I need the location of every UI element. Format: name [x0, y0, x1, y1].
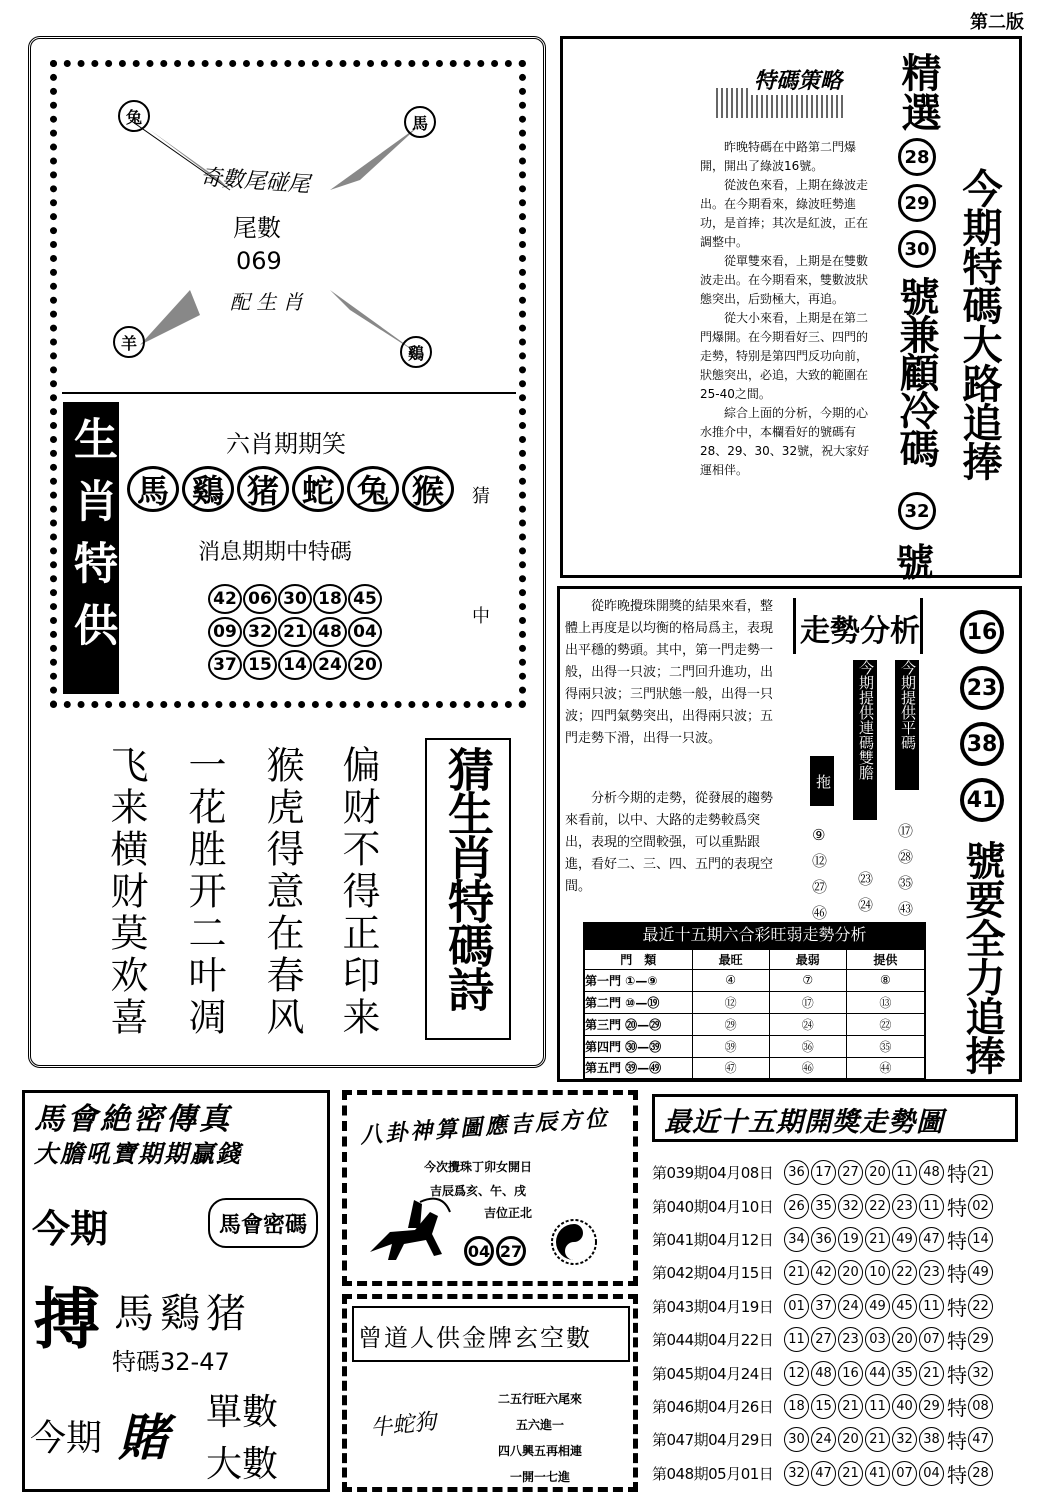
- fax-today: 今期: [32, 1207, 109, 1251]
- golden-line: 二五行旺六尾來: [497, 1392, 582, 1406]
- draw-number-ball: 35: [892, 1361, 917, 1386]
- zodiac-horse: 馬: [127, 466, 179, 512]
- draw-number-ball: 16: [838, 1361, 863, 1386]
- draw-special-ball: 29: [968, 1327, 993, 1352]
- zodiac-corner-rabbit: 兔: [118, 100, 150, 132]
- draw-number-ball: 01: [784, 1294, 809, 1319]
- draw-special-ball: 49: [968, 1260, 993, 1285]
- draw-number-ball: 23: [838, 1327, 863, 1352]
- fax-gamble-2: 大數: [206, 1444, 279, 1485]
- table-cell: 第三門 ⑳—㉙: [584, 1013, 692, 1035]
- six-zodiac-note-1: 猜: [472, 486, 490, 507]
- draw-special-label: 特: [947, 1362, 967, 1387]
- strategy-paragraph: 昨晚特碼在中路第二門爆開，開出了綠波16號。: [700, 140, 857, 173]
- draw-number-ball: 48: [811, 1361, 836, 1386]
- trend-col-lian-header: 今期提供連碼雙膽: [853, 660, 877, 820]
- draw-number-ball: 35: [811, 1194, 836, 1219]
- trend-num: ㉓: [858, 870, 874, 888]
- golden-line: 四八興五再相連: [497, 1444, 582, 1458]
- six-zodiac-title: 六肖期期笑: [226, 430, 346, 458]
- draw-number-ball: 19: [838, 1227, 863, 1252]
- trend-paragraph-1: 從昨晚攪珠開獎的結果來看，整體上再度是以均衡的格局爲主，表現出平穩的勢頭。其中，第一門走勢一般，出得一只波；二門回升進功，出得兩只波；三門狀態一般，出得一只波；四門氣勢突出，出得兩只波；五門走勢下滑，出得一只波。: [565, 599, 774, 746]
- draw-row: [652, 1189, 1022, 1222]
- number-ball: 18: [313, 584, 347, 614]
- zodiac-monkey: 猴: [402, 466, 454, 512]
- draw-period: 第040期04月10日: [652, 1197, 774, 1216]
- table-cell: ㊴: [692, 1035, 769, 1057]
- number-ball: 32: [243, 617, 277, 647]
- draw-special-ball: 32: [968, 1361, 993, 1386]
- draw-number-ball: 12: [784, 1361, 809, 1386]
- trend-paragraph-2: 分析今期的走勢，從發展的趨勢來看前，以中、大路的走勢較爲突出，表現的空間較强，可以重點跟進，看好二、三、四、五門的表現空間。: [565, 791, 774, 894]
- edition-label: 第二版: [970, 12, 1024, 33]
- match-zodiac-label: 配 生 肖: [230, 290, 303, 314]
- draw-period: 第043期04月19日: [652, 1297, 774, 1316]
- fax-gamble-prefix: 今期: [30, 1418, 103, 1459]
- trend-pick-ball: 38: [960, 722, 1004, 766]
- trend-num: ㊸: [898, 900, 914, 918]
- trend-num: ⑨: [812, 826, 826, 844]
- poem-title: 猜生肖特碼詩: [441, 746, 495, 1010]
- draw-number-ball: 20: [838, 1260, 863, 1285]
- draw-number-ball: 40: [892, 1394, 917, 1419]
- draw-row: [652, 1356, 1022, 1389]
- strategy-paragraph: 綜合上面的分析，今期的心水推介中，本欄看好的號碼有28、29、30、32號，祝大家好運相伴。: [700, 406, 870, 477]
- draw-number-ball: 36: [811, 1227, 836, 1252]
- table-cell: ⑬: [846, 991, 925, 1013]
- strategy-header: 特碼策略: [750, 64, 846, 95]
- draw-number-ball: 36: [784, 1160, 809, 1185]
- trend-num: ㊻: [812, 904, 828, 922]
- table-cell: 第一門 ①—⑨: [584, 969, 692, 991]
- draw-period: 第041期04月12日: [652, 1230, 774, 1249]
- draw-number-ball: 34: [784, 1227, 809, 1252]
- pick-ball: 30: [898, 230, 936, 268]
- draw-row: [652, 1256, 1022, 1289]
- draw-row: [652, 1423, 1022, 1456]
- tail-label: 尾數: [233, 214, 281, 242]
- trend-col-ping-header: 今期提供平碼: [895, 660, 919, 790]
- draw-special-ball: 47: [968, 1427, 993, 1452]
- draw-special-label: 特: [947, 1429, 967, 1454]
- trend-table-title: 最近十五期六合彩旺弱走勢分析: [583, 922, 926, 948]
- fax-zodiacs: 馬鷄猪: [114, 1291, 252, 1337]
- six-zodiac-subtitle: 消息期期中特碼: [198, 540, 353, 565]
- draw-number-ball: 21: [838, 1461, 863, 1486]
- draw-special-ball: 21: [968, 1160, 993, 1185]
- draw-row: [652, 1290, 1022, 1323]
- draw-number-ball: 47: [919, 1227, 944, 1252]
- draw-special-ball: 14: [968, 1227, 993, 1252]
- draw-period: 第044期04月22日: [652, 1331, 774, 1350]
- bagua-line-3: 吉位正北: [484, 1206, 533, 1220]
- draw-number-ball: 21: [838, 1394, 863, 1419]
- draw-special-label: 特: [947, 1228, 967, 1253]
- draw-special-label: 特: [947, 1162, 967, 1187]
- strategy-paragraph: 從波色來看，上期在綠波走出。在今期看來，綠波旺勢進功，是首捧；其次是紅波，正在調整中。: [700, 178, 869, 249]
- draw-number-ball: 03: [865, 1327, 890, 1352]
- number-ball: 14: [278, 650, 312, 680]
- draw-number-ball: 27: [838, 1160, 863, 1185]
- golden-line: 五六進一: [515, 1418, 564, 1432]
- pick-ball: 28: [898, 138, 936, 176]
- tail-value: 069: [236, 247, 282, 275]
- table-cell: ㊹: [846, 1057, 925, 1079]
- draw-number-ball: 21: [865, 1227, 890, 1252]
- bagua-line-2: 吉辰爲亥、午、戌: [430, 1184, 527, 1198]
- golden-line: 一開一七進: [509, 1470, 570, 1484]
- draw-number-ball: 42: [811, 1260, 836, 1285]
- trend-col-ping: [898, 818, 918, 922]
- draw-special-label: 特: [947, 1295, 967, 1320]
- trend-picks: [960, 610, 1008, 822]
- trend-col-tuo: [812, 822, 832, 926]
- trend-col-lian: [858, 866, 878, 918]
- fax-subtitle: 大膽吼寶期期贏錢: [34, 1140, 242, 1168]
- poem-column-1: 偏财不得正印来: [336, 745, 380, 1039]
- draw-number-ball: 07: [892, 1461, 917, 1486]
- draw-number-ball: 47: [811, 1461, 836, 1486]
- six-zodiac-row: [127, 466, 454, 512]
- table-cell: ⑦: [769, 969, 846, 991]
- draw-number-ball: 26: [784, 1194, 809, 1219]
- draw-number-ball: 21: [784, 1260, 809, 1285]
- draw-special-ball: 08: [968, 1394, 993, 1419]
- trend-pick-ball: 41: [960, 778, 1004, 822]
- table-header: 最旺: [692, 949, 769, 969]
- draw-number-ball: 07: [919, 1327, 944, 1352]
- strategy-pick-middle: 號兼顧冷碼: [893, 276, 939, 466]
- horse-rider-icon: [360, 1182, 460, 1274]
- strategy-pick-label: 精選: [895, 52, 941, 132]
- draw-number-ball: 17: [811, 1160, 836, 1185]
- draw-number-ball: 48: [919, 1160, 944, 1185]
- table-cell: ㉔: [769, 1013, 846, 1035]
- draw-period: 第042期04月15日: [652, 1264, 774, 1283]
- number-ball: 24: [313, 650, 347, 680]
- fax-special-range: 特碼32-47: [112, 1348, 230, 1376]
- draw-number-ball: 22: [892, 1260, 917, 1285]
- trend-pick-ball: 16: [960, 610, 1004, 654]
- fax-gamble-char: 賭: [118, 1408, 168, 1467]
- table-cell: ⑫: [692, 991, 769, 1013]
- poem-column-2: 猴虎得意在春风: [260, 745, 304, 1039]
- table-cell: ㊱: [769, 1035, 846, 1057]
- table-header: 門 類: [584, 949, 692, 969]
- draw-row: [652, 1323, 1022, 1356]
- draw-number-ball: 11: [892, 1160, 917, 1185]
- golden-signature: 牛蛇狗: [369, 1409, 438, 1442]
- table-cell: ⑰: [769, 991, 846, 1013]
- poem-column-4: 飞来横财莫欢喜: [104, 745, 148, 1039]
- bagua-ball: 04: [464, 1236, 494, 1266]
- zodiac-snake: 蛇: [292, 466, 344, 512]
- draw-number-ball: 22: [865, 1194, 890, 1219]
- draw-number-ball: 10: [865, 1260, 890, 1285]
- draw-number-ball: 38: [919, 1427, 944, 1452]
- poem-column-3: 一花胜开二叶凋: [182, 745, 226, 1039]
- draw-number-ball: 30: [784, 1427, 809, 1452]
- trend-table: [583, 948, 926, 1080]
- draw-number-ball: 32: [784, 1461, 809, 1486]
- draw-period: 第039期04月08日: [652, 1164, 774, 1183]
- draw-number-ball: 11: [784, 1327, 809, 1352]
- draw-number-ball: 11: [865, 1394, 890, 1419]
- draws-table: [652, 1156, 1022, 1490]
- draw-number-ball: 44: [865, 1361, 890, 1386]
- draw-period: 第045期04月24日: [652, 1364, 774, 1383]
- zodiac-rabbit: 兔: [347, 466, 399, 512]
- draw-row: [652, 1156, 1022, 1189]
- zodiac-corner-goat: 羊: [113, 326, 145, 358]
- pick-ball-extra: 32: [898, 492, 936, 530]
- draw-number-ball: 18: [784, 1394, 809, 1419]
- six-zodiac-note-2: 中: [472, 606, 490, 627]
- draw-special-label: 特: [947, 1462, 967, 1487]
- number-ball: 37: [208, 650, 242, 680]
- draw-number-ball: 27: [811, 1327, 836, 1352]
- strategy-headline: 今期特碼大路追捧: [956, 168, 1002, 480]
- table-cell: 第四門 ㉚—㊴: [584, 1035, 692, 1057]
- table-cell: ㊼: [692, 1057, 769, 1079]
- table-cell: ㊻: [769, 1057, 846, 1079]
- draw-special-label: 特: [947, 1195, 967, 1220]
- table-cell: ㉟: [846, 1035, 925, 1057]
- number-ball: 42: [208, 584, 242, 614]
- draw-number-ball: 04: [919, 1461, 944, 1486]
- fax-title: 馬會絶密傳真: [34, 1102, 232, 1137]
- draw-number-ball: 20: [892, 1327, 917, 1352]
- trend-pick-ball: 23: [960, 666, 1004, 710]
- draw-period: 第048期05月01日: [652, 1464, 774, 1483]
- draw-special-ball: 28: [968, 1461, 993, 1486]
- strategy-text: [700, 138, 872, 480]
- fax-logo: 馬會密碼: [208, 1198, 318, 1248]
- number-ball: 20: [348, 650, 382, 680]
- draw-special-label: 特: [947, 1262, 967, 1287]
- draw-special-label: 特: [947, 1329, 967, 1354]
- bagua-ball: 27: [496, 1236, 526, 1266]
- zodiac-corner-horse: 馬: [404, 106, 436, 138]
- draw-special-label: 特: [947, 1395, 967, 1420]
- draw-number-ball: 11: [919, 1194, 944, 1219]
- table-cell: ⑧: [846, 969, 925, 991]
- bagua-numbers: [464, 1236, 526, 1266]
- draw-number-ball: 37: [811, 1294, 836, 1319]
- trend-num: ㉔: [858, 896, 874, 914]
- draw-number-ball: 41: [865, 1461, 890, 1486]
- number-ball: 30: [278, 584, 312, 614]
- fax-bet-char: 搏: [34, 1280, 100, 1358]
- zodiac-special-title: 生肖特供: [66, 416, 117, 664]
- special-number-grid: [208, 584, 388, 680]
- draw-row: [652, 1223, 1022, 1256]
- strategy-pick-bottom: 號: [896, 541, 935, 585]
- trend-title: 走勢分析: [800, 614, 920, 649]
- draw-number-ball: 24: [838, 1294, 863, 1319]
- draw-number-ball: 32: [892, 1427, 917, 1452]
- trend-col-tuo-header: 拖: [810, 756, 834, 806]
- table-header: 提供: [846, 949, 925, 969]
- golden-lines: [460, 1386, 620, 1490]
- table-cell: 第二門 ⑩—⑲: [584, 991, 692, 1013]
- trend-headline: 號要全力追捧: [959, 840, 1005, 1074]
- bagua-line-1: 今次攪珠丁卯女開日: [424, 1160, 533, 1174]
- draw-row: [652, 1457, 1022, 1490]
- draw-period: 第047期04月29日: [652, 1431, 774, 1450]
- draw-number-ball: 21: [865, 1427, 890, 1452]
- trend-num: ㉟: [898, 874, 914, 892]
- draw-number-ball: 23: [892, 1194, 917, 1219]
- golden-title: 曾道人供金牌玄空數: [358, 1324, 592, 1352]
- draw-number-ball: 20: [838, 1427, 863, 1452]
- bagua-icon: [546, 1214, 602, 1270]
- number-ball: 09: [208, 617, 242, 647]
- trend-num: ㉘: [898, 848, 914, 866]
- number-ball: 45: [348, 584, 382, 614]
- draw-number-ball: 15: [811, 1394, 836, 1419]
- trend-num: ㉗: [812, 878, 828, 896]
- pick-ball: 29: [898, 184, 936, 222]
- bagua-title: 八卦神算圖應吉辰方位: [359, 1105, 611, 1149]
- draw-number-ball: 45: [892, 1294, 917, 1319]
- strategy-paragraph: 從大小來看，上期是在第二門爆開。在今期看好三、四門的走勢，特别是第四門反功向前，狀態突出，必追，大致的範圍在25-40之間。: [700, 311, 869, 401]
- table-cell: ㉙: [692, 1013, 769, 1035]
- divider: [62, 392, 516, 394]
- table-header: 最弱: [769, 949, 846, 969]
- draws-title: 最近十五期開獎走勢圖: [664, 1107, 944, 1138]
- number-ball: 06: [243, 584, 277, 614]
- zodiac-pig: 猪: [237, 466, 289, 512]
- draw-number-ball: 32: [838, 1194, 863, 1219]
- draw-number-ball: 23: [919, 1260, 944, 1285]
- number-ball: 04: [348, 617, 382, 647]
- fax-gamble-1: 單數: [206, 1392, 279, 1433]
- draw-number-ball: 20: [865, 1160, 890, 1185]
- strategy-pick-balls: [898, 138, 938, 268]
- table-cell: ㉒: [846, 1013, 925, 1035]
- draw-number-ball: 24: [811, 1427, 836, 1452]
- draw-number-ball: 11: [919, 1294, 944, 1319]
- zodiac-corner-rooster: 鷄: [400, 336, 432, 368]
- number-ball: 21: [278, 617, 312, 647]
- draw-special-ball: 22: [968, 1294, 993, 1319]
- trend-num: ⑫: [812, 852, 828, 870]
- draw-number-ball: 49: [892, 1227, 917, 1252]
- table-cell: ④: [692, 969, 769, 991]
- strategy-paragraph: 從單雙來看，上期是在雙數波走出。在今期看來，雙數波狀態突出，后勁極大，再追。: [700, 254, 869, 306]
- draw-row: [652, 1390, 1022, 1423]
- number-ball: 15: [243, 650, 277, 680]
- zodiac-rooster: 鷄: [182, 466, 234, 512]
- draw-special-ball: 02: [968, 1194, 993, 1219]
- odd-tail-title: 奇數尾碰尾: [199, 165, 311, 198]
- table-cell: 第五門 ㊴—㊾: [584, 1057, 692, 1079]
- number-ball: 48: [313, 617, 347, 647]
- draw-number-ball: 49: [865, 1294, 890, 1319]
- draw-period: 第046期04月26日: [652, 1397, 774, 1416]
- draw-number-ball: 29: [919, 1394, 944, 1419]
- draw-number-ball: 21: [919, 1361, 944, 1386]
- trend-num: ⑰: [898, 822, 914, 840]
